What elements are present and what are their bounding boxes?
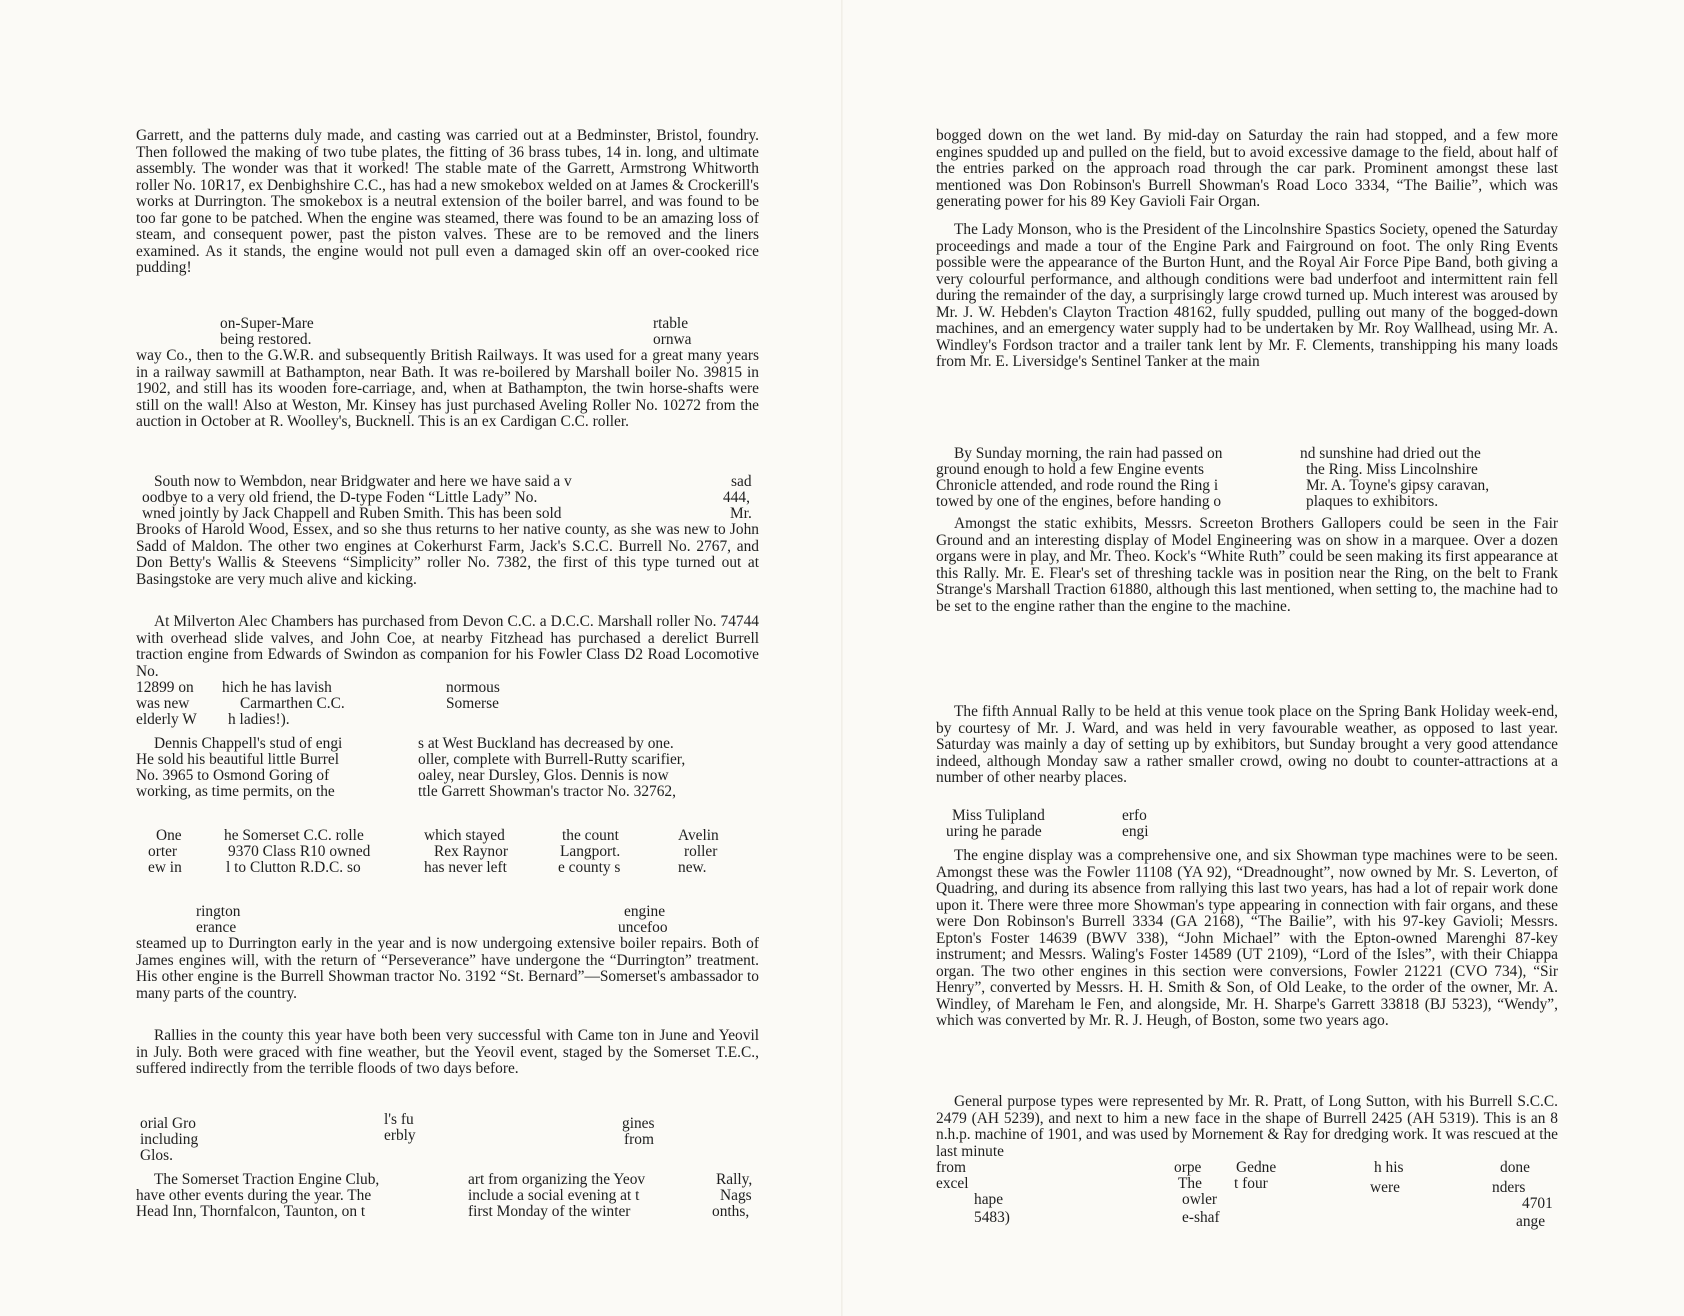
- fragment-text: 4701: [1522, 1195, 1553, 1212]
- fragment-text: done: [1500, 1159, 1530, 1176]
- fragment-text: erance: [196, 919, 237, 936]
- fragment-text: 444,: [723, 489, 750, 506]
- fragment-text: being restored.: [220, 331, 312, 348]
- fragment-text: rtable: [653, 315, 689, 332]
- fragment-text: oaley, near Dursley, Glos. Dennis is now: [418, 767, 669, 784]
- fragment-text: rington: [196, 903, 241, 920]
- paragraph-text: General purpose types were represented by Mr. R. Pratt, of Long Sutton, with his Burrell S.C.C. 2479 (AH 5239), and next to him a new face in the shape of Burrell 2425 (AH 5319). This is an 8 n.h.p. machine of 1901, and was used by Mornement & Ray for dredging work. It was rescued at the last minute: [936, 1093, 1558, 1160]
- left-paragraph-6: [136, 936, 759, 1002]
- paragraph-text: The engine display was a comprehensive one, and six Showman type machines were to be seen. Amongst these was the Fowler 11108 (YA 92), “Dreadnought”, now owned by Mr. S. Leverton, of Quadring, and during its absence from rallying this last two years, has had a lot of repair work done upon it. There were three more Showman's type appearing in connection with fair organs, and these were Don Robinson's Burrell 3334 (GA 2168), “The Bailie”, with his 97-key Gavioli; Messrs. Epton's Foster 14639 (BWV 338), “John Michael” with the Epton-owned Marenghi 87-key instrument; and Messrs. Waling's Foster 14589 (UT 2109), “Lord of the Isles”, with their Chiappa organ. The two other engines in this section were conversions, Fowler 21221 (CVO 734), “Sir Henry”, converted by Messrs. H. H. Smith & Son, of Old Leake, to the order of the owner, Mr. A. Windley, of Mareham le Fen, and alongside, Mr. H. Sharpe's Garrett 33818 (BJ 5323), “Wendy”, which was converted by Mr. R. J. Heugh, of Boston, some two years ago.: [936, 847, 1558, 1029]
- fragment-text: Avelin: [678, 827, 719, 844]
- fragment-text: wned jointly by Jack Chappell and Ruben Smith. This has been sold: [142, 505, 562, 522]
- left-paragraph-1: [136, 128, 759, 277]
- fragment-text: Rally,: [716, 1171, 753, 1188]
- fragment-text: have other events during the year. The: [136, 1187, 372, 1204]
- fragment-text: ttle Garrett Showman's tractor No. 32762,: [418, 783, 676, 800]
- fragment-text: 5483): [974, 1209, 1010, 1226]
- fragment-text: 12899 on: [136, 679, 194, 696]
- right-paragraph-7: [936, 1094, 1558, 1160]
- fragment-text: The: [1178, 1175, 1202, 1192]
- fragment-text: normous: [446, 679, 500, 696]
- fragment-text: from: [624, 1131, 654, 1148]
- paragraph-text: steamed up to Durrington early in the year and is now undergoing extensive boiler repairs. Both of James engines will, with the return of “Perseverance” have undergone the “Durrington” treatment. His other engine is the Burrell Showman tractor No. 3192 “St. Bernard”—Somerset's ambassador to many parts of the country.: [136, 935, 759, 1002]
- fragment-text: The Somerset Traction Engine Club,: [154, 1171, 380, 1188]
- fragment-text: ew in: [148, 859, 182, 876]
- fragment-text: art from organizing the Yeov: [468, 1171, 646, 1188]
- left-paragraph-2: [136, 348, 759, 431]
- fragment-text: l to Clutton R.D.C. so: [226, 859, 361, 876]
- paragraph-text: bogged down on the wet land. By mid-day on Saturday the rain had stopped, and a few more engines spudded up and pulled on the field, but to avoid excessive damage to the field, about half of the entries parked on the approach road through the car park. Prominent amongst these last mentioned was Don Robinson's Burrell Showman's Road Loco 3334, “The Bailie”, which was generating power for his 89 Key Gavioli Fair Organ.: [936, 127, 1558, 210]
- fragment-text: ground enough to hold a few Engine events: [936, 461, 1204, 478]
- fragment-text: s at West Buckland has decreased by one.: [418, 735, 674, 752]
- paragraph-text: At Milverton Alec Chambers has purchased from Devon C.C. a D.C.C. Marshall roller No. 74744 with overhead slide valves, and John Coe, at nearby Fitzhead has purchased a derelict Burrell traction engine from Edwards of Swindon as companion for his Fowler Class D2 Road Locomotive No.: [136, 613, 759, 680]
- fragment-text: engine: [624, 903, 666, 920]
- fragment-text: orpe: [1174, 1159, 1202, 1176]
- fragment-text: nd sunshine had dried out the: [1300, 445, 1481, 462]
- fragment-text: Langport.: [560, 843, 621, 860]
- left-paragraph-7: [136, 1028, 759, 1078]
- right-paragraph-2: [936, 222, 1558, 371]
- fragment-text: ornwa: [653, 331, 692, 348]
- fragment-text: owler: [1182, 1191, 1218, 1208]
- fragment-text: Gedne: [1236, 1159, 1277, 1176]
- fragment-text: One: [156, 827, 182, 844]
- fragment-text: t four: [1234, 1175, 1268, 1192]
- fragment-text: nders: [1492, 1179, 1526, 1196]
- fragment-text: gines: [622, 1115, 655, 1132]
- fragment-text: h ladies!).: [228, 711, 290, 728]
- fragment-text: Carmarthen C.C.: [240, 695, 345, 712]
- fragment-text: were: [1370, 1179, 1400, 1196]
- left-paragraph-3: [136, 522, 759, 588]
- right-paragraph-5: [936, 704, 1558, 787]
- fragment-text: Glos.: [140, 1147, 173, 1164]
- fragment-text: By Sunday morning, the rain had passed on: [954, 445, 1223, 462]
- paragraph-text: way Co., then to the G.W.R. and subsequently British Railways. It was used for a great many years in a railway sawmill at Bathampton, near Bath. It was re-boilered by Marshall boiler No. 39815 in 1902, and still has its wooden fore-carriage, and, when at Bathampton, the twin horse-shafts were still on the wall! Also at Weston, Mr. Kinsey has just purchased Aveling Roller No. 10272 from the auction in October at R. Woolley's, Bucknell. This is an ex Cardigan C.C. roller.: [136, 347, 759, 430]
- fragment-text: was new: [136, 695, 190, 712]
- fragment-text: Nags: [720, 1187, 752, 1204]
- fragment-text: h his: [1374, 1159, 1404, 1176]
- fragment-text: oller, complete with Burrell-Rutty scarifier,: [418, 751, 686, 768]
- fragment-text: erfo: [1122, 807, 1147, 824]
- fragment-text: e county s: [558, 859, 621, 876]
- paragraph-text: Amongst the static exhibits, Messrs. Screeton Brothers Gallopers could be seen in the Fair Ground and an interesting display of Model Engineering was on show in a marquee. Over a dozen organs were in play, and Mr. Theo. Kock's “White Ruth” could be seen making its first appearance at this Rally. Mr. E. Flear's set of threshing tackle was in position near the Ring, on the belt to Frank Strange's Marshall Traction 61880, although this last mentioned, when setting to, the machine had to be set to the engine rather than the engine to the machine.: [936, 515, 1558, 615]
- paragraph-text: Garrett, and the patterns duly made, and casting was carried out at a Bedminster, Bristol, foundry. Then followed the making of two tube plates, the fitting of 36 brass tubes, 14 in. long, and ultimate assembly. The wonder was that it worked! The stable mate of the Garrett, Armstrong Whitworth roller No. 10R17, ex Denbighshire C.C., has had a new smokebox welded on at James & Crockerill's works at Durrington. The smokebox is a neutral extension of the boiler barrel, and was found to be too far gone to be patched. When the engine was steamed, there was found to be an amazing loss of steam, and consequent power, past the piston valves. These are to be removed and the liners examined. As it stands, the engine would not pull even a damaged skin off an over-cooked rice pudding!: [136, 127, 759, 276]
- left-paragraph-4: [136, 614, 759, 680]
- fragment-text: orial Gro: [140, 1115, 196, 1132]
- fragment-text: working, as time permits, on the: [136, 783, 335, 800]
- fragment-text: roller: [684, 843, 718, 860]
- fragment-text: towed by one of the engines, before handing o: [936, 493, 1222, 510]
- fragment-text: Dennis Chappell's stud of engi: [154, 735, 343, 752]
- fragment-text: he Somerset C.C. rolle: [224, 827, 364, 844]
- fragment-text: No. 3965 to Osmond Goring of: [136, 767, 330, 784]
- fragment-text: uring he parade: [946, 823, 1042, 840]
- paragraph-text: Brooks of Harold Wood, Essex, and so she thus returns to her native county, as she was new to John Sadd of Maldon. The other two engines at Cokerhurst Farm, Jack's S.C.C. Burrell No. 2767, and Don Betty's Wallis & Steevens “Simplicity” roller No. 7382, the first of this type turned out at Basingstoke are very much alive and kicking.: [136, 521, 759, 588]
- fragment-text: the count: [562, 827, 619, 844]
- fragment-text: which stayed: [424, 827, 505, 844]
- fragment-text: plaques to exhibitors.: [1306, 493, 1439, 510]
- fragment-text: elderly W: [136, 711, 197, 728]
- fragment-text: including: [140, 1131, 199, 1148]
- fragment-text: Somerse: [446, 695, 500, 712]
- fragment-text: sad: [731, 473, 752, 490]
- fragment-text: from: [936, 1159, 966, 1176]
- fragment-text: has never left: [424, 859, 507, 876]
- fragment-text: uncefoo: [618, 919, 668, 936]
- fragment-text: onths,: [712, 1203, 750, 1220]
- fragment-text: include a social evening at t: [468, 1187, 640, 1204]
- right-paragraph-6: [936, 848, 1558, 1030]
- fragment-text: erbly: [384, 1127, 416, 1144]
- paragraph-text: The Lady Monson, who is the President of the Lincolnshire Spastics Society, opened the Saturday proceedings and made a tour of the Engine Park and Fairground on foot. The only Ring Events possible were the appearance of the Burton Hunt, and the Royal Air Force Pipe Band, both giving a very colourful performance, and although conditions were bad underfoot and intermittent rain fell during the remainder of the day, a surprisingly large crowd turned up. Much interest was aroused by Mr. J. W. Hebden's Clayton Traction 48162, fully spudded, pulling out many of the bogged-down machines, and an emergency water supply had to be undertaken by Mr. Roy Wallhead, using Mr. A. Windley's Fordson tractor and a trailer tank lent by Mr. F. Clements, transhipping his many loads from Mr. E. Liversidge's Sentinel Tanker at the main: [936, 221, 1558, 370]
- fragment-text: e-shaf: [1182, 1209, 1220, 1226]
- fragment-text: first Monday of the winter: [468, 1203, 631, 1220]
- fragment-text: Mr. A. Toyne's gipsy caravan,: [1306, 477, 1490, 494]
- fragment-text: South now to Wembdon, near Bridgwater and here we have said a v: [154, 473, 572, 490]
- fragment-text: Miss Tulipland: [952, 807, 1045, 824]
- fragment-text: Mr.: [730, 505, 752, 522]
- fragment-text: ange: [1516, 1213, 1546, 1230]
- fragment-text: the Ring. Miss Lincolnshire: [1306, 461, 1478, 478]
- fragment-text: oodbye to a very old friend, the D-type Foden “Little Lady” No.: [142, 489, 538, 506]
- paragraph-text: The fifth Annual Rally to be held at this venue took place on the Spring Bank Holiday week-end, by courtesy of Mr. J. Ward, and was held in very favourable weather, as opposed to last year. Saturday was mainly a day of setting up by exhibitors, but Sunday brought a very good attendance indeed, although Monday saw a rather smaller crowd, owing no doubt to counter-attractions at a number of other nearby places.: [936, 703, 1558, 786]
- fragment-text: new.: [678, 859, 707, 876]
- fragment-text: on-Super-Mare: [220, 315, 314, 332]
- fragment-text: He sold his beautiful little Burrel: [136, 751, 340, 768]
- fragment-text: excel: [936, 1175, 969, 1192]
- fragment-text: hich he has lavish: [222, 679, 332, 696]
- fragment-text: 9370 Class R10 owned: [228, 843, 371, 860]
- fragment-text: l's fu: [384, 1111, 414, 1128]
- fragment-text: engi: [1122, 823, 1149, 840]
- paragraph-text: Rallies in the county this year have both been very successful with Came ton in June and Yeovil in July. Both were graced with fine weather, but the Yeovil event, staged by the Somerset T.E.C., suffered indirectly from the terrible floods of two days before.: [136, 1027, 759, 1077]
- right-page: [842, 0, 1684, 1316]
- fragment-text: hape: [974, 1191, 1004, 1208]
- right-paragraph-1: [936, 128, 1558, 211]
- fragment-text: Chronicle attended, and rode round the Ring i: [936, 477, 1219, 494]
- fragment-text: Head Inn, Thornfalcon, Taunton, on t: [136, 1203, 366, 1220]
- right-paragraph-4: [936, 516, 1558, 615]
- fragment-text: orter: [148, 843, 178, 860]
- fragment-text: Rex Raynor: [434, 843, 508, 860]
